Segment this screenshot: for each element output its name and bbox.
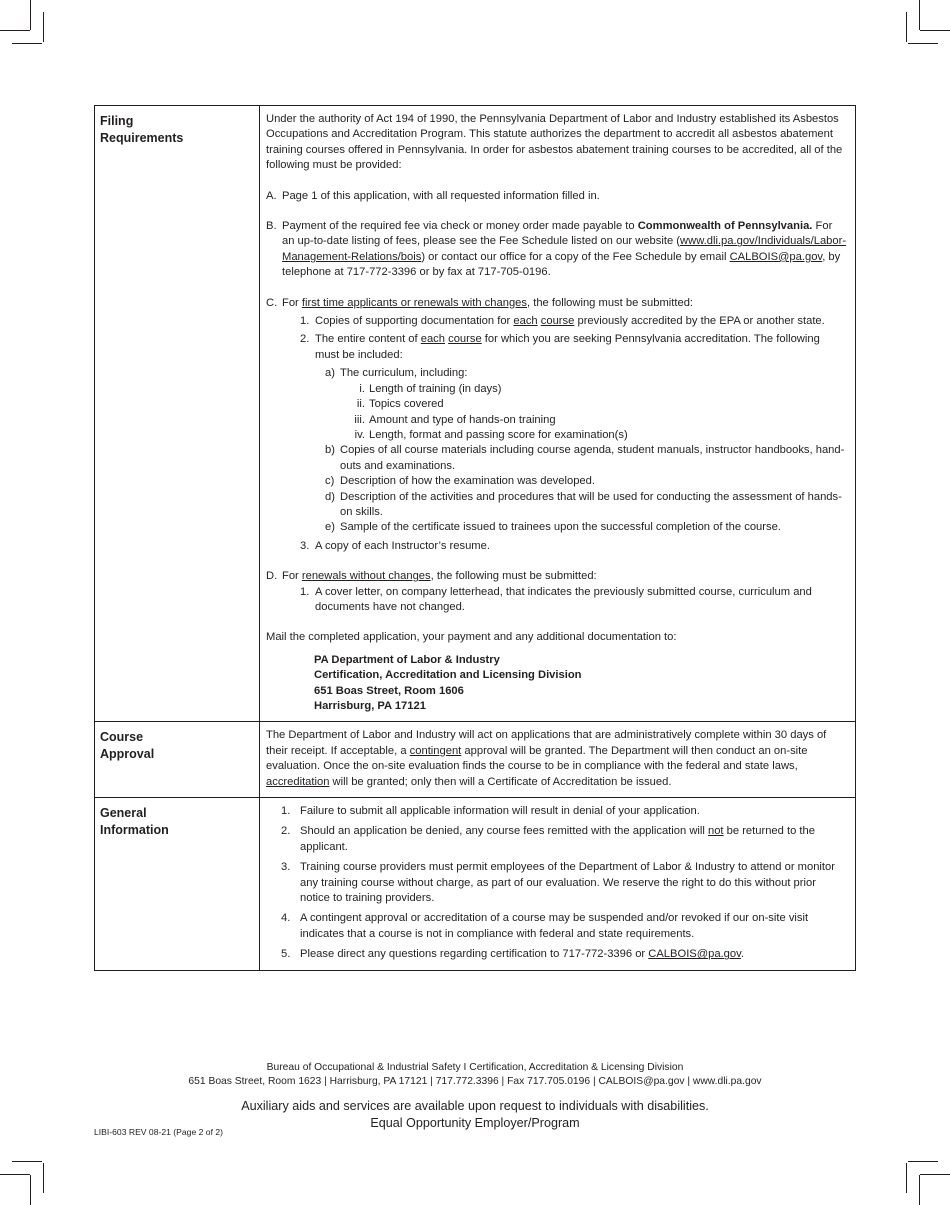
list-text: Amount and type of hands-on training [369, 413, 556, 426]
requirements-table [94, 105, 856, 971]
list-text: Description of the activities and procedures that will be used for conducting the assessment of hands-on skills. [340, 490, 842, 518]
requirement-a [266, 189, 847, 204]
list-item [281, 911, 847, 942]
list-text: Copies of supporting documentation for each course previously accredited by the EPA or another state. [315, 315, 825, 328]
list-text: Payment of the required fee via check or money order made payable to Commonwealth of Pennsylvania. For an up-to-date listing of fees, please see the Fee Schedule listed on our website (www.dli.pa.gov/Individuals/Labor-Management-Relations/bois) or contact our office for a copy of the Fee Schedule by email CALBOIS@pa.gov, by telephone at 717-772-3396 or by fax at 717-705-0196. [282, 220, 847, 279]
intro-paragraph: Under the authority of Act 194 of 1990, the Pennsylvania Department of Labor and Industry established its Asbestos Occupations and Accreditation Program. This statute authorizes the department to accredit all asbestos abatement training courses offered in Pennsylvania. In order for asbestos abatement training courses to be accredited, all of the following must be provided: [266, 113, 843, 172]
list-marker: ii. [356, 398, 365, 411]
crop-mark [920, 30, 950, 31]
requirement-b [266, 219, 847, 281]
crop-mark [919, 1175, 920, 1205]
crop-mark [0, 1174, 30, 1175]
address-line: Harrisburg, PA 17121 [314, 700, 426, 712]
crop-mark [920, 1174, 950, 1175]
list-text: A copy of each Instructor’s resume. [315, 539, 490, 552]
list-item [266, 474, 847, 489]
list-marker: d) [325, 490, 335, 503]
list-item [266, 443, 847, 474]
list-text: Length, format and passing score for examination(s) [369, 428, 628, 441]
course-approval-paragraph: The Department of Labor and Industry will act on applications that are administratively complete within 30 days of their receipt. If acceptable, a contingent approval will be granted. The Department will then conduct an on-site evaluation. Once the on-site evaluation finds the course to be in compliance with the federal and state laws, accreditation will be granted; only then will a Certificate of Accreditation be issued. [266, 729, 827, 788]
list-marker: 1. [300, 315, 310, 328]
list-marker: C. [266, 296, 278, 309]
list-text: The curriculum, including: [340, 367, 468, 380]
address-line: 651 Boas Street, Room 1606 [314, 684, 464, 697]
crop-mark [30, 1175, 31, 1205]
crop-mark [919, 0, 920, 30]
list-item [281, 947, 847, 962]
list-text: Should an application be denied, any course fees remitted with the application will not be returned to the applicant. [300, 825, 815, 853]
list-marker: A. [266, 189, 277, 202]
fee-schedule-link[interactable]: www.dli.pa.gov/Individuals/Labor-Management-Relations/bois [282, 235, 847, 263]
crop-mark [906, 12, 907, 42]
requirement-d [266, 569, 847, 584]
list-item [266, 397, 847, 412]
list-marker: 4. [281, 912, 291, 925]
list-item [266, 366, 847, 381]
filing-requirements-label [95, 106, 260, 722]
label-line: Filing [100, 114, 134, 128]
list-marker: e) [325, 521, 335, 534]
list-marker: 2. [300, 333, 310, 346]
crop-mark [12, 1161, 42, 1162]
list-item [266, 428, 847, 443]
address-line: PA Department of Labor & Industry [314, 653, 500, 666]
general-information-label [95, 798, 260, 971]
list-marker: B. [266, 220, 277, 233]
list-text: Topics covered [369, 398, 444, 411]
list-text: A contingent approval or accreditation of a course may be suspended and/or revoked if our on-site visit indicates that a course is not in compliance with federal and state requirements. [300, 912, 809, 940]
filing-requirements-content [260, 106, 856, 722]
list-item [281, 860, 847, 906]
requirement-c [266, 296, 847, 311]
list-item [266, 539, 847, 554]
label-line: Approval [100, 747, 155, 762]
list-text: Please direct any questions regarding certification to 717-772-3396 or CALBOIS@pa.gov. [300, 948, 744, 961]
filing-requirements-row [95, 106, 856, 722]
list-marker: 3. [281, 861, 291, 874]
list-text: The entire content of each course for which you are seeking Pennsylvania accreditation. The following must be included: [315, 333, 820, 361]
list-marker: D. [266, 570, 278, 583]
course-approval-content [260, 722, 856, 798]
crop-mark [43, 12, 44, 42]
list-text: Description of how the examination was developed. [340, 475, 595, 488]
list-item [266, 332, 847, 363]
general-information-row [95, 798, 856, 971]
crop-mark [30, 0, 31, 30]
list-item [281, 804, 847, 819]
list-marker: 5. [281, 948, 291, 961]
list-marker: iii. [354, 413, 365, 426]
list-marker: a) [325, 367, 335, 380]
list-marker: 1. [300, 585, 310, 598]
crop-mark [12, 43, 42, 44]
list-text: Length of training (in days) [369, 382, 502, 395]
label-line: General [100, 806, 147, 821]
list-item [281, 824, 847, 855]
crop-mark [0, 30, 30, 31]
footer-bureau-line: Bureau of Occupational & Industrial Safety I Certification, Accreditation & Licensing Division [266, 1062, 684, 1073]
list-text: Page 1 of this application, with all requested information filled in. [282, 189, 600, 202]
general-information-content [260, 798, 856, 971]
payee-name: Commonwealth of Pennsylvania. [637, 220, 813, 233]
course-approval-label [95, 722, 260, 798]
mailing-address [266, 653, 847, 715]
list-marker: 1. [281, 805, 291, 818]
general-information-list [266, 804, 847, 963]
list-marker: 2. [281, 825, 291, 838]
footer-accessibility-line: Auxiliary aids and services are available upon request to individuals with disabilities. [241, 1099, 709, 1113]
list-item [266, 490, 847, 521]
list-marker: iv. [354, 428, 365, 441]
list-item [266, 413, 847, 428]
crop-mark [906, 1163, 907, 1193]
list-text: For first time applicants or renewals with changes, the following must be submitted: [282, 296, 694, 309]
list-marker: b) [325, 444, 335, 457]
crop-mark [43, 1163, 44, 1193]
list-item [266, 585, 847, 616]
list-text: Copies of all course materials including course agenda, student manuals, instructor handbooks, hand-outs and examinations. [340, 444, 845, 472]
course-approval-row [95, 722, 856, 798]
list-text: For renewals without changes, the following must be submitted: [282, 570, 597, 583]
list-text: Training course providers must permit employees of the Department of Labor & Industry to attend or monitor any training course without charge, as part of our evaluation. We reserve the right to do this without prior notice to training providers. [300, 861, 835, 905]
list-marker: i. [359, 382, 365, 395]
list-item [266, 382, 847, 397]
crop-mark [908, 1161, 938, 1162]
mail-instructions: Mail the completed application, your payment and any additional documentation to: [266, 631, 677, 644]
footer-eeo-line: Equal Opportunity Employer/Program [370, 1116, 580, 1130]
list-marker: c) [325, 475, 335, 488]
crop-mark [908, 43, 938, 44]
email-link[interactable]: CALBOIS@pa.gov [648, 948, 741, 961]
address-line: Certification, Accreditation and Licensing Division [314, 669, 582, 682]
form-id: LIBI-603 REV 08-21 (Page 2 of 2) [94, 1127, 223, 1137]
list-item [266, 314, 847, 329]
label-line: Course [100, 730, 144, 745]
list-text: Failure to submit all applicable information will result in denial of your application. [300, 805, 700, 818]
list-marker: 3. [300, 539, 310, 552]
footer-address-line: 651 Boas Street, Room 1623 | Harrisburg, PA 17121 | 717.772.3396 | Fax 717.705.0196 | CALBOIS@pa.gov | www.dli.pa.gov [188, 1076, 762, 1087]
email-link[interactable]: CALBOIS@pa.gov [729, 250, 823, 263]
list-text: A cover letter, on company letterhead, that indicates the previously submitted course, curriculum and documents have not changed. [315, 585, 812, 613]
label-line: Requirements [100, 131, 184, 145]
label-line: Information [100, 823, 169, 838]
list-text: Sample of the certificate issued to trainees upon the successful completion of the course. [340, 521, 781, 534]
list-item [266, 520, 847, 535]
